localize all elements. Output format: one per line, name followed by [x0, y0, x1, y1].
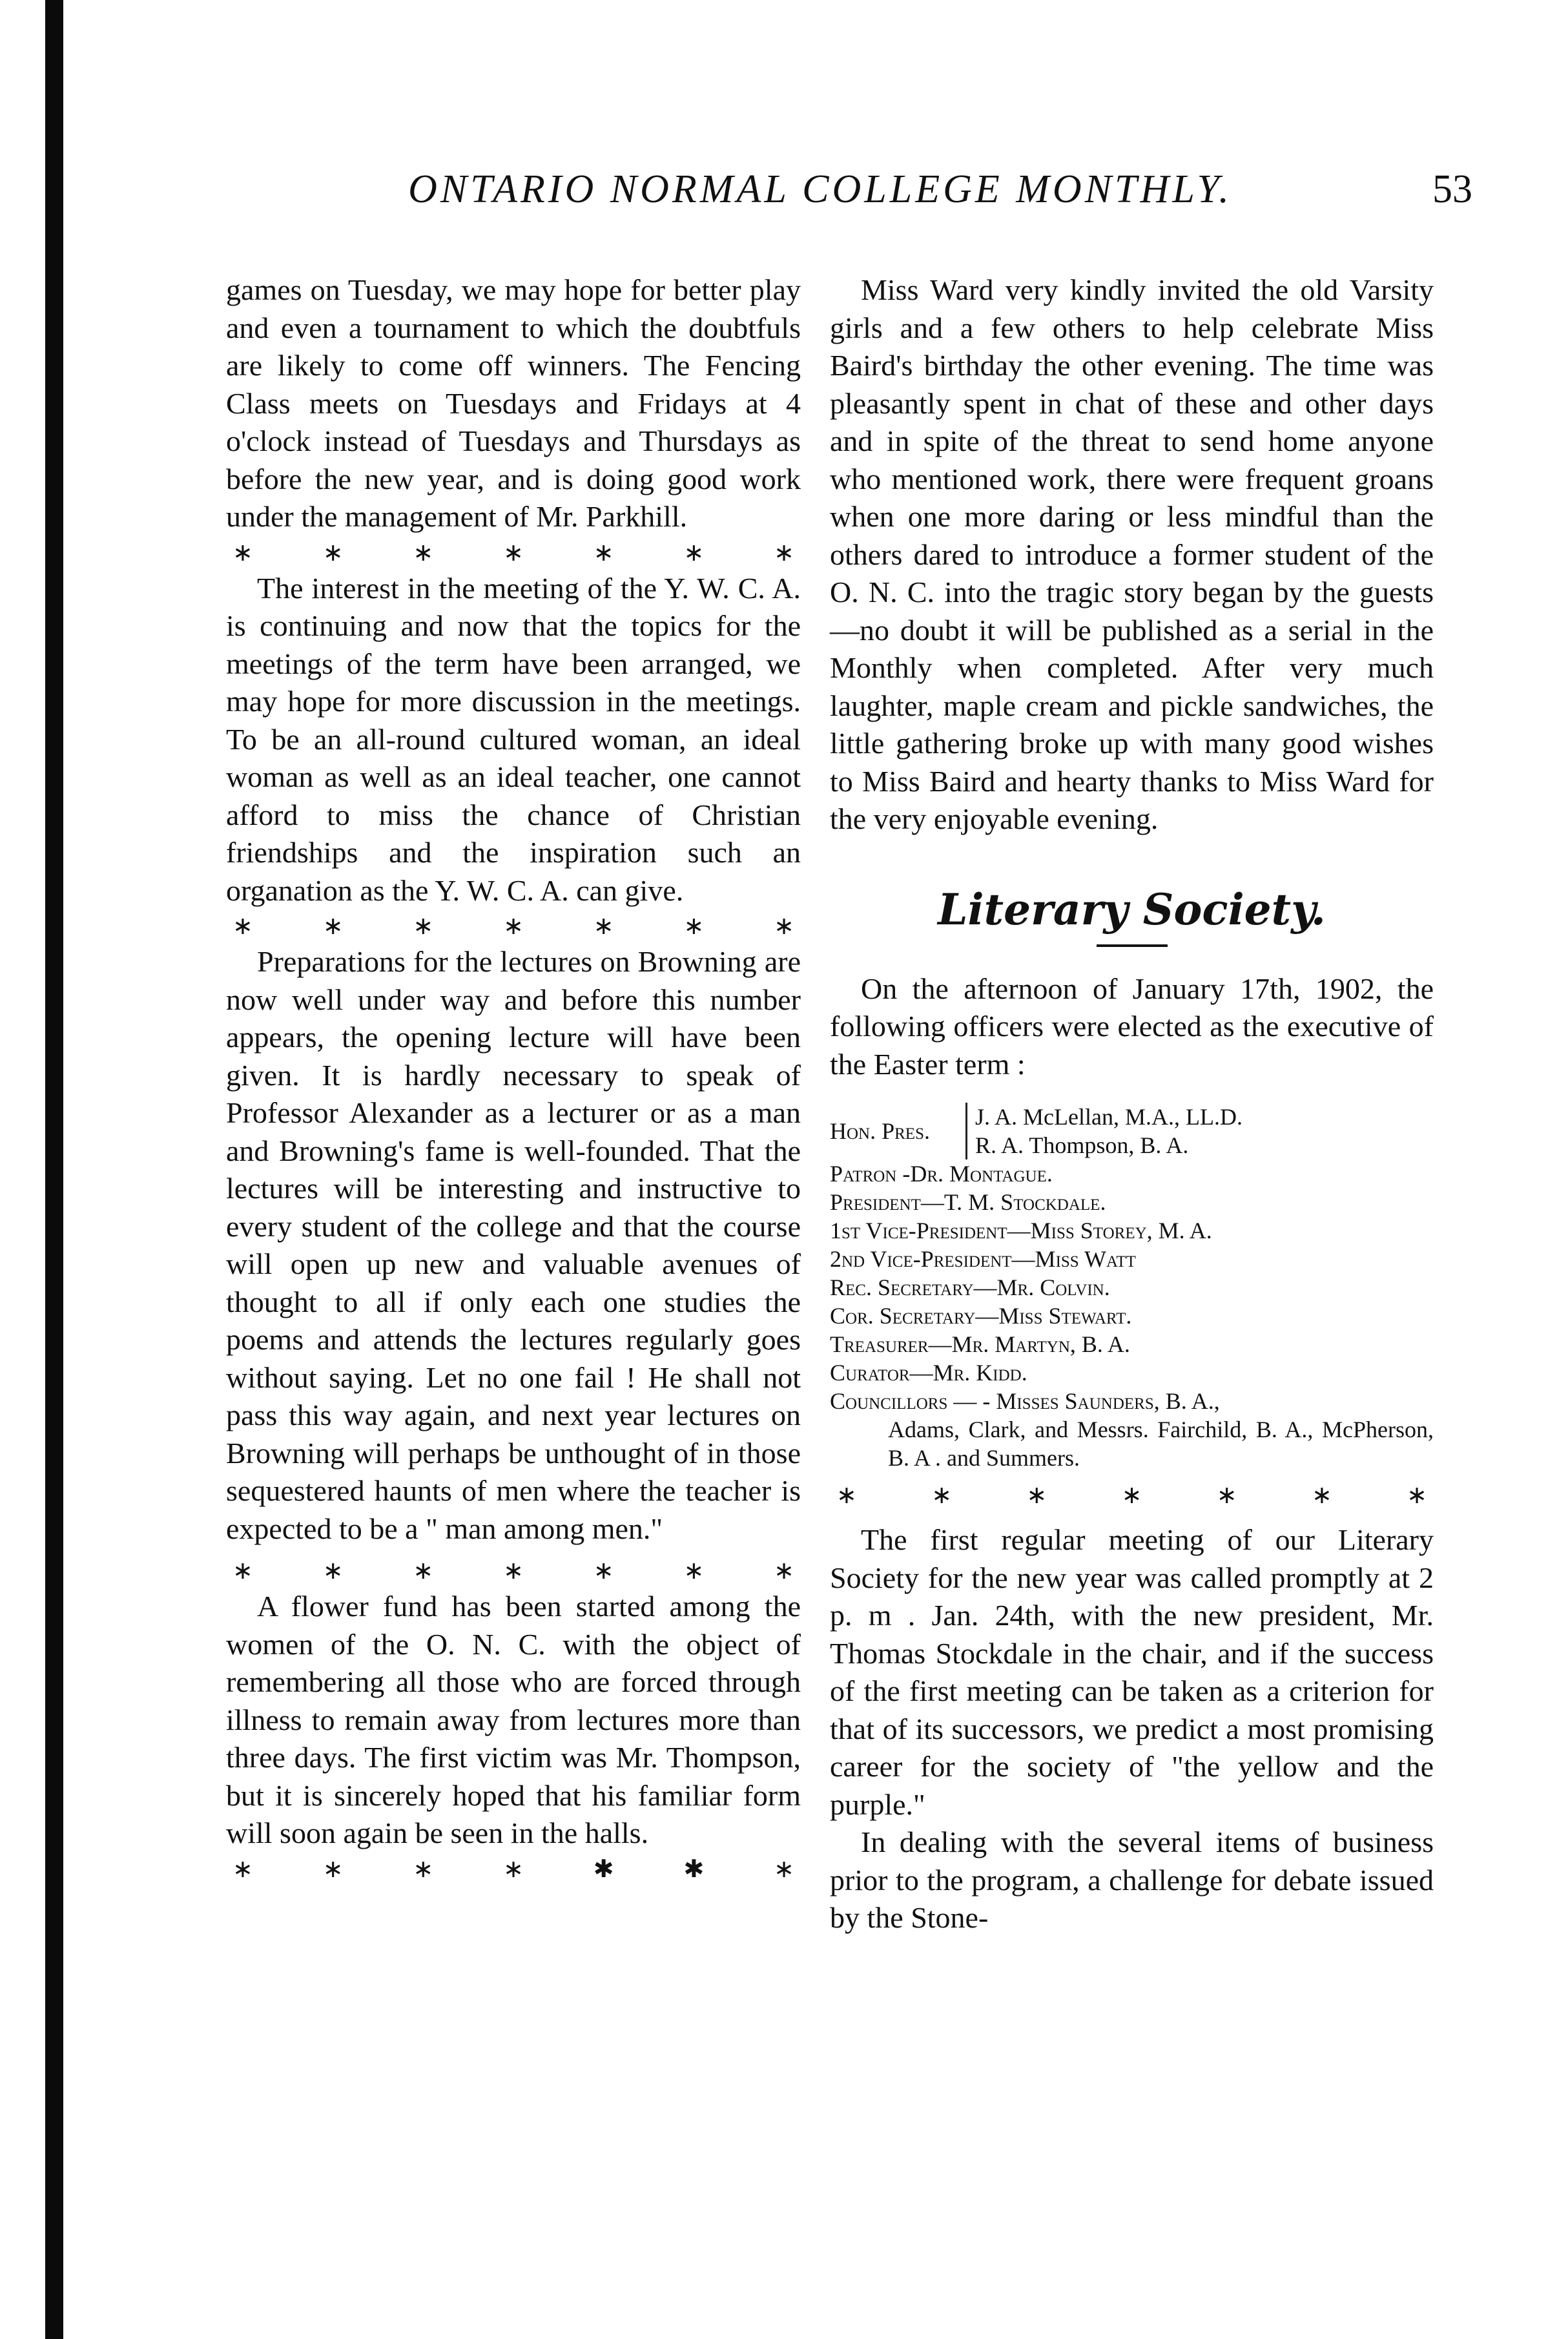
star-icon: ∗ [836, 1482, 857, 1509]
paragraph-first-meeting: The first regular meeting of our Literary Society for the new year was called promptly at 2 p. m . Jan. 24th, with the new president, Mr. Thomas Stockdale in the chair, and if the success of the first meeting can be taken as a criterion for that of its successors, we predict a most promising career for the society of "the yellow and the purple." [830, 1523, 1434, 1821]
star-separator [226, 1554, 801, 1588]
officer-hon-pres-name-2: R. A. Thompson, B. A. [975, 1132, 1189, 1158]
star-icon: ∗ [1216, 1482, 1237, 1509]
left-column [226, 271, 801, 1886]
officer-curator: Curator—Mr. Kidd. [830, 1360, 1027, 1386]
paragraph-election-intro: On the afternoon of January 17th, 1902, the following officers were elected as the executive of the Easter term : [830, 972, 1434, 1081]
officer-treasurer: Treasurer—Mr. Martyn, B. A. [830, 1331, 1130, 1357]
paragraph-business-items: In dealing with the several items of business prior to the program, a challenge for debate issued by the Stone- [830, 1825, 1434, 1934]
paragraph-browning-lectures: Preparations for the lectures on Browning are now well under way and before this number appears, the opening lecture will have been given. It is hardly necessary to speak of Professor Alexander as a lecturer or as a man and Browning's fame is well-founded. That the lectures will be interesting and instructive to every student of the college and that the course will open up new and valuable avenues of thought to all if only each one studies the poems and attends the lectures regularly goes without saying. Let no one fail ! He shall not pass this way again, and next year lectures on Browning will perhaps be unthought of in those sequestered haunts of men where the teacher is expected to be a " man among men." [226, 945, 801, 1545]
section-heading-literary-society: Literary Society. [938, 884, 1326, 935]
star-icon: ∗ [931, 1482, 953, 1509]
star-icon: ∗ [413, 1557, 434, 1585]
officer-corresponding-secretary: Cor. Secretary—Miss Stewart. [830, 1303, 1132, 1329]
star-icon: ∗ [593, 1557, 614, 1585]
bold-star-icon: ✱ [593, 1855, 614, 1883]
paragraph-ywca: The interest in the meeting of the Y. W. C. A. is continuing and now that the topics for the meetings of the term have been arranged, we may hope for more discussion in the meetings. To be an all-round cultured woman, an ideal woman as well as an ideal teacher, one cannot afford to miss the chance of Christian friendships and the inspiration such an organation as the Y. W. C. A. can give. [226, 571, 801, 907]
officer-president: President—T. M. Stockdale. [830, 1189, 1106, 1215]
officer-hon-pres [830, 1103, 1434, 1159]
star-icon: ∗ [322, 913, 344, 940]
star-icon: ∗ [322, 539, 344, 567]
star-icon: ∗ [322, 1855, 344, 1883]
bold-star-icon: ✱ [683, 1855, 705, 1883]
star-icon: ∗ [232, 1855, 253, 1883]
running-header-title: ONTARIO NORMAL COLLEGE MONTHLY. [408, 167, 1232, 211]
page-scan-edge [45, 0, 63, 2339]
officer-recording-secretary: Rec. Secretary—Mr. Colvin. [830, 1274, 1110, 1300]
star-icon: ∗ [774, 539, 794, 567]
star-icon: ∗ [503, 913, 524, 940]
star-icon: ∗ [413, 1855, 434, 1883]
star-icon: ∗ [503, 1557, 524, 1585]
paragraph-sports: games on Tuesday, we may hope for better play and even a tournament to which the doubtfuls are likely to come off winners. The Fencing Class meets on Tuesdays and Fridays at 4 o'clock instead of Tuesdays and Thursdays as before the new year, and is doing good work under the management of Mr. Parkhill. [226, 273, 801, 533]
officer-hon-pres-label: Hon. Pres. [830, 1118, 930, 1144]
star-separator [226, 536, 801, 570]
star-icon: ∗ [1026, 1482, 1047, 1509]
officer-councillors-line-2: Adams, Clark, and Messrs. Fairchild, B. A., McPherson, B. A . and Summers. [888, 1417, 1434, 1471]
right-column [830, 271, 1434, 1937]
star-icon: ∗ [683, 539, 705, 567]
star-icon: ∗ [1407, 1482, 1427, 1509]
officer-hon-pres-names [965, 1103, 1243, 1159]
page-number: 53 [1432, 167, 1472, 211]
star-icon: ∗ [1311, 1482, 1332, 1509]
star-separator [226, 910, 801, 943]
star-icon: ∗ [232, 913, 253, 940]
star-icon: ∗ [413, 539, 434, 567]
star-icon: ∗ [774, 913, 794, 940]
officer-councillors [830, 1387, 1434, 1472]
officer-patron: Patron -Dr. Montague. [830, 1161, 1053, 1187]
star-separator [830, 1479, 1434, 1512]
officers-list [830, 1103, 1434, 1472]
paragraph-flower-fund: A flower fund has been started among the women of the O. N. C. with the object of remembering all those who are forced through illness to remain away from lectures more than three days. The first victim was Mr. Thompson, but it is sincerely hoped that his familiar form will soon again be seen in the halls. [226, 1590, 801, 1849]
star-icon: ∗ [683, 913, 705, 940]
star-icon: ∗ [683, 1557, 705, 1585]
paragraph-birthday: Miss Ward very kindly invited the old Varsity girls and a few others to help celebrate Miss Baird's birthday the other evening. The time was pleasantly spent in chat of these and other days and in spite of the threat to send home anyone who mentioned work, there were frequent groans when one more daring or less mindful than the others dared to introduce a former student of the O. N. C. into the tragic story began by the guests—no doubt it will be published as a serial in the Monthly when completed. After very much laughter, maple cream and pickle sandwiches, the little gathering broke up with many good wishes to Miss Baird and hearty thanks to Miss Ward for the very enjoyable evening. [830, 273, 1434, 835]
star-icon: ∗ [503, 1855, 524, 1883]
star-icon: ∗ [232, 1557, 253, 1585]
officer-hon-pres-name-1: J. A. McLellan, M.A., LL.D. [975, 1104, 1243, 1130]
star-icon: ∗ [593, 539, 614, 567]
star-icon: ∗ [1121, 1482, 1142, 1509]
star-icon: ∗ [232, 539, 253, 567]
officer-first-vice-president: 1st Vice-President—Miss Storey, M. A. [830, 1218, 1212, 1243]
officer-second-vice-president: 2nd Vice-President—Miss Watt [830, 1246, 1136, 1272]
star-icon: ∗ [774, 1557, 794, 1585]
officer-councillors-line-1: Councillors — - Misses Saunders, B. A., [830, 1388, 1220, 1414]
star-icon: ∗ [503, 539, 524, 567]
star-separator [226, 1853, 801, 1886]
star-icon: ∗ [322, 1557, 344, 1585]
star-icon: ∗ [774, 1855, 794, 1883]
heading-rule [1097, 944, 1168, 947]
star-icon: ∗ [593, 913, 614, 940]
star-icon: ∗ [413, 913, 434, 940]
